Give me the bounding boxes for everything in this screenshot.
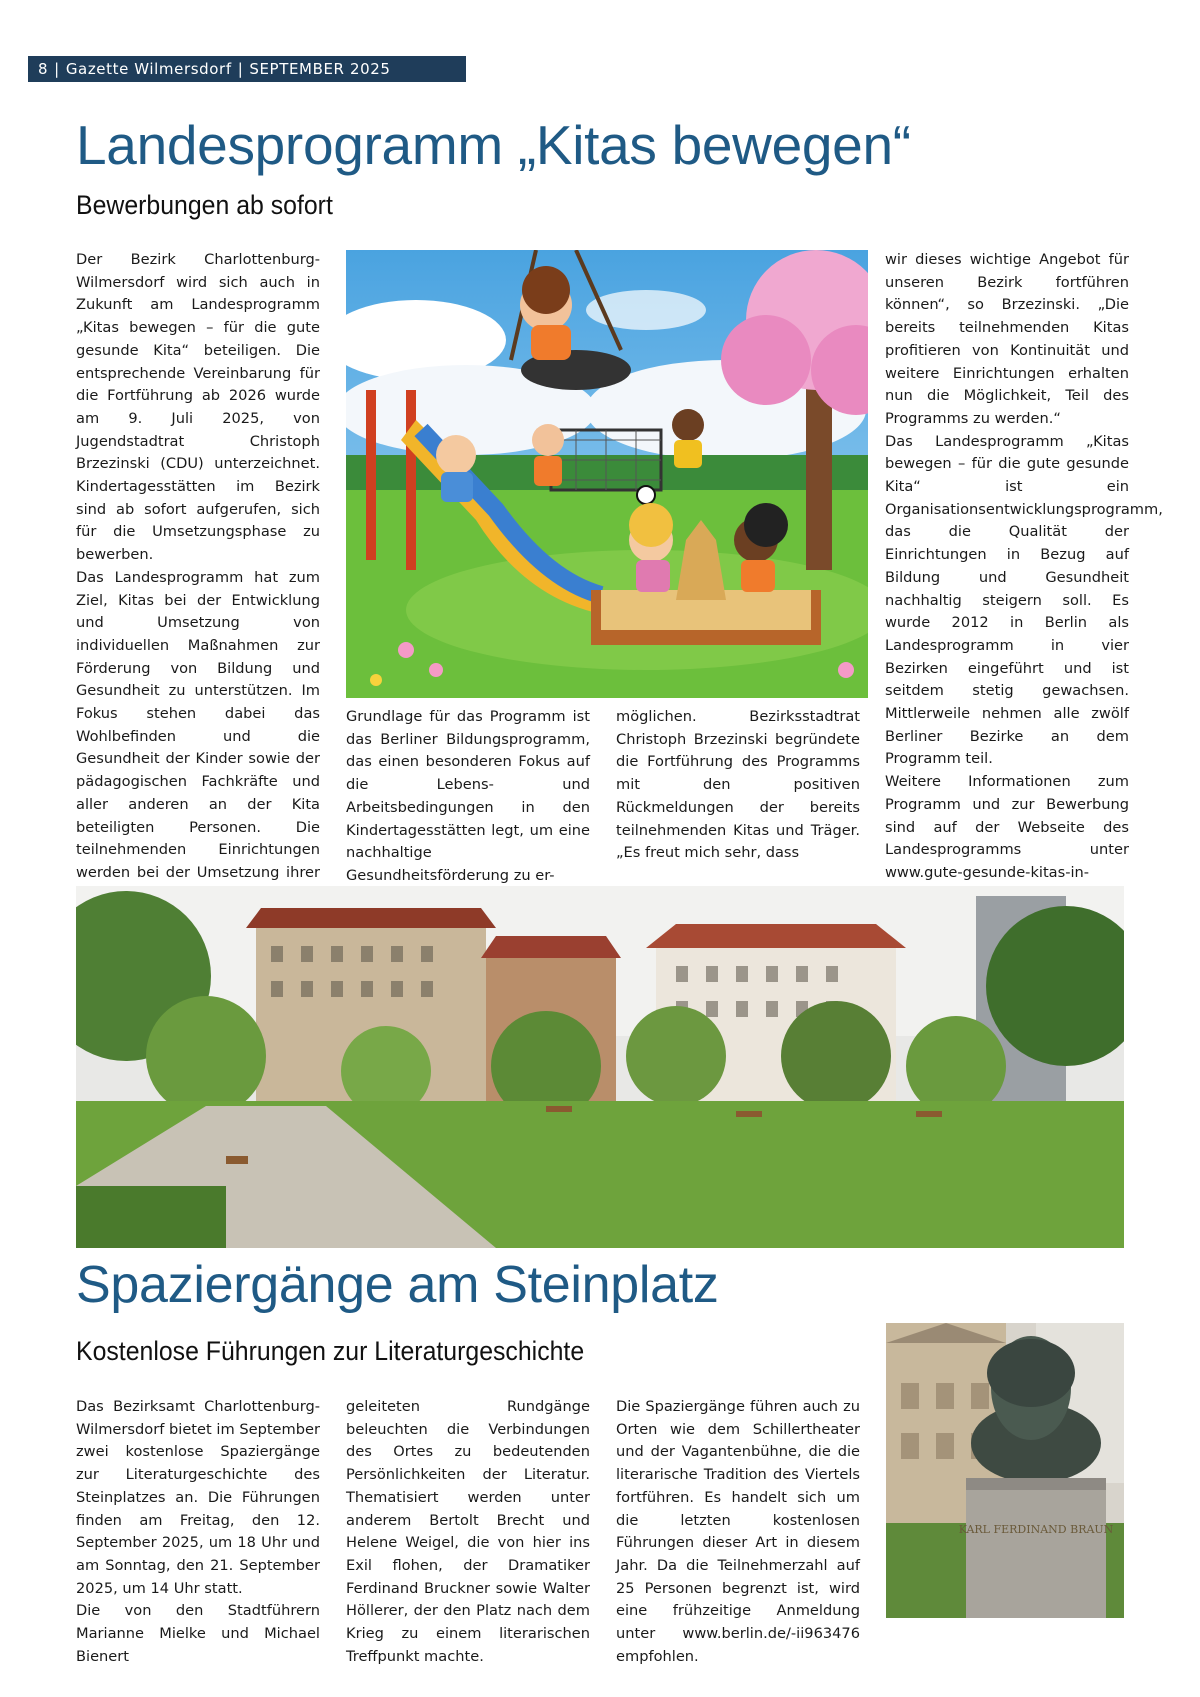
article2-subtitle: Kostenlose Führungen zur Literaturgeschichte: [76, 1336, 585, 1366]
steinplatz-photo-graphic: [76, 886, 1124, 1248]
article1-title: Landesprogramm „Kitas bewegen“: [76, 114, 911, 176]
pedestal-inscription: KARL FERDINAND BRAUN: [958, 1523, 1114, 1536]
article2-col2-paragraph: geleiteten Rundgänge beleuchten die Verbindungen des Ortes zu bedeutenden Persönlichkeiten der Literatur. Thematisiert werden unter anderem Bertolt Brecht und Helene Weigel, die von hier ins Exil flohen, der Dramatiker Ferdinand Bruckner sowie Walter Höllerer, der den Platz nach dem Krieg zu einem literarischen Treffpunkt machte.: [346, 1398, 590, 1665]
article1-col4-paragraph: Das Landesprogramm „Kitas bewegen – für die gute gesunde Kita“ ist ein Organisationsentwicklungsprogramm, das die Qualität der Einrichtungen in Bezug auf Bildung und Gesundheit nachhaltig steigern soll. Es wurde 2012 in Berlin als Landesprogramm in vier Bezirken eingeführt und ist seitdem stetig gewachsen. Mittlerweile nehmen alle zwölf Berliner Bezirke an dem Programm teil.: [885, 432, 1163, 768]
article1-column-3: [616, 706, 860, 865]
bust-monument-graphic: [886, 1323, 1124, 1618]
article1-column-2: [346, 706, 590, 888]
article1-col3-paragraph: möglichen. Bezirksstadtrat Christoph Brzezinski begründete die Fortführung des Programms mit den positiven Rückmeldungen der bereits teilnehmenden Kitas und Träger. „Es freut mich sehr, dass: [616, 708, 860, 862]
page-header: 8 | Gazette Wilmersdorf | SEPTEMBER 2025: [28, 56, 466, 82]
article1-subtitle: Bewerbungen ab sofort: [76, 190, 333, 220]
article1-col2-paragraph: Grundlage für das Programm ist das Berliner Bildungsprogramm, das einen besonderen Fokus auf die Lebens- und Arbeitsbedingungen in den Kindertagesstätten legt, um eine nachhaltige Gesundheitsförderung zu er-: [346, 708, 590, 884]
article2-title: Spaziergänge am Steinplatz: [76, 1256, 719, 1314]
article1-col4-paragraph: Weitere Informationen zum Programm und zur Bewerbung sind auf der Webseite des Landesprogramms unter www.gute-gesunde-kitas-in-: [885, 773, 1129, 881]
article1-column-4: [885, 249, 1163, 907]
article2-column-3: [616, 1396, 860, 1668]
steinplatz-photo: [76, 886, 1124, 1248]
bust-monument-photo: [886, 1323, 1124, 1618]
page-number: 8: [38, 60, 49, 78]
issue-date: SEPTEMBER 2025: [249, 60, 391, 78]
article2-column-2: [346, 1396, 590, 1668]
article2-col1-paragraph: Das Bezirksamt Charlottenburg-Wilmersdorf bietet im September zwei kostenlose Spaziergänge zur Literaturgeschichte des Steinplatzes an. Die Führungen finden am Freitag, den 12. September 2025, um 18 Uhr und am Sonntag, den 21. September 2025, um 14 Uhr statt.: [76, 1398, 320, 1597]
article2-col3-paragraph: Die Spaziergänge führen auch zu Orten wie dem Schillertheater und der Vagantenbühne, die die literarische Tradition des Viertels fortführen. Es handelt sich um die letzten kostenlosen Führungen dieser Art in diesem Jahr. Da die Teilnehmerzahl auf 25 Personen begrenzt ist, wird eine frühzeitige Anmeldung unter www.berlin.de/-ii963476 empfohlen.: [616, 1398, 860, 1665]
article1-col4-paragraph: wir dieses wichtige Angebot für unseren Bezirk fortführen können“, so Brzezinski. „Die bereits teilnehmenden Kitas profitieren von Kontinuität und weitere Einrichtungen erhalten nun die Möglichkeit, Teil des Programms zu werden.“: [885, 251, 1129, 427]
publication-name: Gazette Wilmersdorf: [65, 60, 232, 78]
article1-col1-paragraph: Der Bezirk Charlottenburg-Wilmersdorf wird sich auch in Zukunft am Landesprogramm „Kitas bewegen – für die gute gesunde Kita“ beteiligen. Die entsprechende Vereinbarung für die Fortführung ab 2026 wurde am 9. Juli 2025, von Jugendstadtrat Christoph Brzezinski (CDU) unterzeichnet. Kindertagesstätten im Bezirk sind ab sofort aufgerufen, sich für die Umsetzungsphase zu bewerben.: [76, 251, 320, 564]
playground-illustration: [346, 250, 868, 698]
article1-col1-paragraph: Das Landesprogramm hat zum Ziel, Kitas bei der Entwicklung und Umsetzung von individuellen Maßnahmen zur Förderung von Bildung und Gesundheit zu unterstützen. Im Fokus stehen dabei das Wohlbefinden und die Gesundheit der Kinder sowie der pädagogischen Fachkräfte und aller anderen an der Kita beteiligten Personen. Die teilnehmenden Einrichtungen werden bei der Umsetzung ihrer: [76, 568, 320, 881]
article1-column-1: [76, 249, 320, 930]
article2-column-1: [76, 1396, 320, 1668]
article2-col1-paragraph: Die von den Stadtführern Marianne Mielke und Michael Bienert: [76, 1602, 320, 1665]
playground-illustration-graphic: [346, 250, 868, 698]
